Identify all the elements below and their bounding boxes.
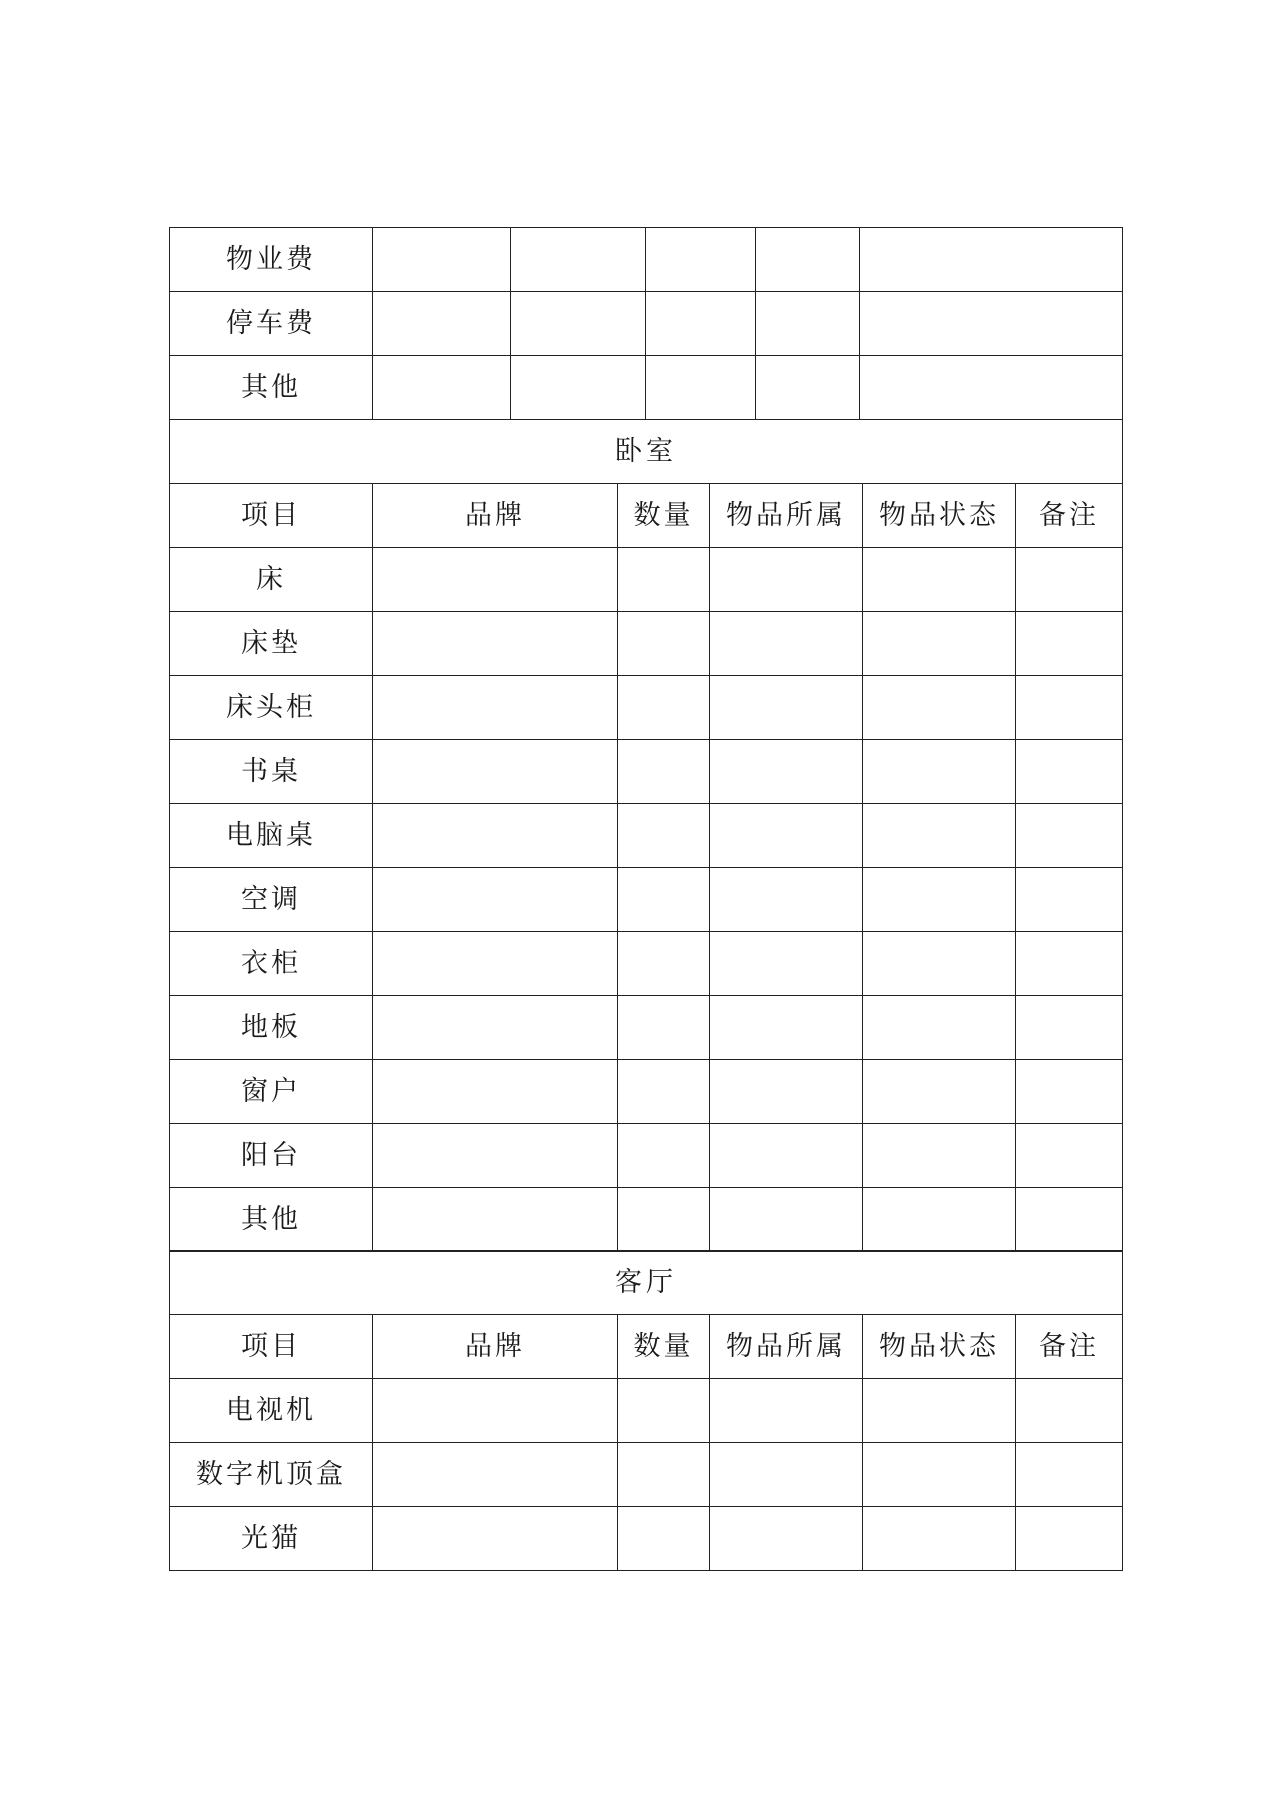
header-item: 项目 bbox=[170, 1315, 373, 1379]
fee-cell[interactable] bbox=[646, 356, 756, 420]
fee-cell[interactable] bbox=[511, 292, 646, 356]
condition-cell[interactable] bbox=[863, 1379, 1016, 1443]
brand-cell[interactable] bbox=[373, 1059, 618, 1123]
column-header-row bbox=[170, 1315, 1123, 1379]
header-owner: 物品所属 bbox=[710, 483, 863, 547]
condition-cell[interactable] bbox=[863, 1187, 1016, 1251]
fee-cell[interactable] bbox=[646, 228, 756, 292]
remarks-cell[interactable] bbox=[1016, 675, 1123, 739]
remarks-cell[interactable] bbox=[1016, 931, 1123, 995]
condition-cell[interactable] bbox=[863, 1507, 1016, 1571]
item-label: 床 bbox=[170, 547, 373, 611]
owner-cell[interactable] bbox=[710, 803, 863, 867]
item-label: 空调 bbox=[170, 867, 373, 931]
remarks-cell[interactable] bbox=[1016, 739, 1123, 803]
condition-cell[interactable] bbox=[863, 675, 1016, 739]
header-quantity: 数量 bbox=[618, 483, 710, 547]
fee-cell[interactable] bbox=[511, 228, 646, 292]
quantity-cell[interactable] bbox=[618, 1123, 710, 1187]
fee-cell[interactable] bbox=[646, 292, 756, 356]
fee-cell[interactable] bbox=[373, 292, 511, 356]
header-remarks: 备注 bbox=[1016, 1315, 1123, 1379]
brand-cell[interactable] bbox=[373, 611, 618, 675]
table-row bbox=[170, 611, 1123, 675]
quantity-cell[interactable] bbox=[618, 931, 710, 995]
brand-cell[interactable] bbox=[373, 675, 618, 739]
table-row bbox=[170, 356, 1123, 420]
item-label: 床垫 bbox=[170, 611, 373, 675]
owner-cell[interactable] bbox=[710, 675, 863, 739]
fee-cell[interactable] bbox=[860, 356, 1123, 420]
condition-cell[interactable] bbox=[863, 867, 1016, 931]
header-condition: 物品状态 bbox=[863, 483, 1016, 547]
owner-cell[interactable] bbox=[710, 1443, 863, 1507]
item-label: 窗户 bbox=[170, 1059, 373, 1123]
header-brand: 品牌 bbox=[373, 483, 618, 547]
item-label: 衣柜 bbox=[170, 931, 373, 995]
brand-cell[interactable] bbox=[373, 995, 618, 1059]
section-header-row bbox=[170, 419, 1123, 483]
table-row bbox=[170, 292, 1123, 356]
brand-cell[interactable] bbox=[373, 1187, 618, 1251]
fee-cell[interactable] bbox=[860, 228, 1123, 292]
item-label: 其他 bbox=[170, 1187, 373, 1251]
owner-cell[interactable] bbox=[710, 1379, 863, 1443]
quantity-cell[interactable] bbox=[618, 547, 710, 611]
owner-cell[interactable] bbox=[710, 1059, 863, 1123]
table-row bbox=[170, 1379, 1123, 1443]
owner-cell[interactable] bbox=[710, 1507, 863, 1571]
fee-cell[interactable] bbox=[511, 356, 646, 420]
item-label: 阳台 bbox=[170, 1123, 373, 1187]
remarks-cell[interactable] bbox=[1016, 1443, 1123, 1507]
item-label: 电脑桌 bbox=[170, 803, 373, 867]
table-row bbox=[170, 1443, 1123, 1507]
living-room-title: 客厅 bbox=[170, 1251, 1123, 1315]
remarks-cell[interactable] bbox=[1016, 995, 1123, 1059]
section-header-row bbox=[170, 1251, 1123, 1315]
brand-cell[interactable] bbox=[373, 1123, 618, 1187]
fee-cell[interactable] bbox=[373, 228, 511, 292]
living-room-table bbox=[169, 1250, 1123, 1571]
item-label: 数字机顶盒 bbox=[170, 1443, 373, 1507]
column-header-row bbox=[170, 483, 1123, 547]
brand-cell[interactable] bbox=[373, 739, 618, 803]
remarks-cell[interactable] bbox=[1016, 1123, 1123, 1187]
inventory-sheet bbox=[169, 227, 1122, 1571]
table-row bbox=[170, 995, 1123, 1059]
remarks-cell[interactable] bbox=[1016, 1187, 1123, 1251]
condition-cell[interactable] bbox=[863, 1059, 1016, 1123]
fee-label: 停车费 bbox=[170, 292, 373, 356]
remarks-cell[interactable] bbox=[1016, 803, 1123, 867]
owner-cell[interactable] bbox=[710, 995, 863, 1059]
item-label: 电视机 bbox=[170, 1379, 373, 1443]
remarks-cell[interactable] bbox=[1016, 1059, 1123, 1123]
brand-cell[interactable] bbox=[373, 1379, 618, 1443]
item-label: 床头柜 bbox=[170, 675, 373, 739]
remarks-cell[interactable] bbox=[1016, 1379, 1123, 1443]
table-row bbox=[170, 803, 1123, 867]
brand-cell[interactable] bbox=[373, 1443, 618, 1507]
brand-cell[interactable] bbox=[373, 931, 618, 995]
fee-label: 物业费 bbox=[170, 228, 373, 292]
table-row bbox=[170, 1187, 1123, 1251]
table-row bbox=[170, 547, 1123, 611]
quantity-cell[interactable] bbox=[618, 675, 710, 739]
condition-cell[interactable] bbox=[863, 931, 1016, 995]
header-condition: 物品状态 bbox=[863, 1315, 1016, 1379]
condition-cell[interactable] bbox=[863, 1123, 1016, 1187]
brand-cell[interactable] bbox=[373, 867, 618, 931]
fee-cell[interactable] bbox=[373, 356, 511, 420]
remarks-cell[interactable] bbox=[1016, 611, 1123, 675]
fees-table bbox=[169, 227, 1123, 420]
table-row bbox=[170, 228, 1123, 292]
fee-cell[interactable] bbox=[860, 292, 1123, 356]
owner-cell[interactable] bbox=[710, 1123, 863, 1187]
header-remarks: 备注 bbox=[1016, 483, 1123, 547]
owner-cell[interactable] bbox=[710, 1187, 863, 1251]
quantity-cell[interactable] bbox=[618, 1059, 710, 1123]
table-row bbox=[170, 675, 1123, 739]
brand-cell[interactable] bbox=[373, 547, 618, 611]
quantity-cell[interactable] bbox=[618, 1379, 710, 1443]
quantity-cell[interactable] bbox=[618, 739, 710, 803]
table-row bbox=[170, 1059, 1123, 1123]
table-row bbox=[170, 1507, 1123, 1571]
remarks-cell[interactable] bbox=[1016, 867, 1123, 931]
table-row bbox=[170, 931, 1123, 995]
header-item: 项目 bbox=[170, 483, 373, 547]
quantity-cell[interactable] bbox=[618, 1443, 710, 1507]
remarks-cell[interactable] bbox=[1016, 547, 1123, 611]
fee-cell[interactable] bbox=[756, 228, 860, 292]
item-label: 光猫 bbox=[170, 1507, 373, 1571]
condition-cell[interactable] bbox=[863, 995, 1016, 1059]
condition-cell[interactable] bbox=[863, 1443, 1016, 1507]
bedroom-table bbox=[169, 419, 1123, 1252]
bedroom-title: 卧室 bbox=[170, 419, 1123, 483]
header-owner: 物品所属 bbox=[710, 1315, 863, 1379]
brand-cell[interactable] bbox=[373, 803, 618, 867]
table-row bbox=[170, 1123, 1123, 1187]
fee-cell[interactable] bbox=[756, 356, 860, 420]
quantity-cell[interactable] bbox=[618, 995, 710, 1059]
brand-cell[interactable] bbox=[373, 1507, 618, 1571]
quantity-cell[interactable] bbox=[618, 611, 710, 675]
condition-cell[interactable] bbox=[863, 547, 1016, 611]
quantity-cell[interactable] bbox=[618, 803, 710, 867]
quantity-cell[interactable] bbox=[618, 1507, 710, 1571]
owner-cell[interactable] bbox=[710, 611, 863, 675]
table-row bbox=[170, 867, 1123, 931]
header-brand: 品牌 bbox=[373, 1315, 618, 1379]
quantity-cell[interactable] bbox=[618, 1187, 710, 1251]
item-label: 书桌 bbox=[170, 739, 373, 803]
owner-cell[interactable] bbox=[710, 931, 863, 995]
table-row bbox=[170, 739, 1123, 803]
header-quantity: 数量 bbox=[618, 1315, 710, 1379]
item-label: 地板 bbox=[170, 995, 373, 1059]
condition-cell[interactable] bbox=[863, 739, 1016, 803]
owner-cell[interactable] bbox=[710, 739, 863, 803]
condition-cell[interactable] bbox=[863, 803, 1016, 867]
fee-label: 其他 bbox=[170, 356, 373, 420]
owner-cell[interactable] bbox=[710, 867, 863, 931]
condition-cell[interactable] bbox=[863, 611, 1016, 675]
quantity-cell[interactable] bbox=[618, 867, 710, 931]
remarks-cell[interactable] bbox=[1016, 1507, 1123, 1571]
owner-cell[interactable] bbox=[710, 547, 863, 611]
fee-cell[interactable] bbox=[756, 292, 860, 356]
